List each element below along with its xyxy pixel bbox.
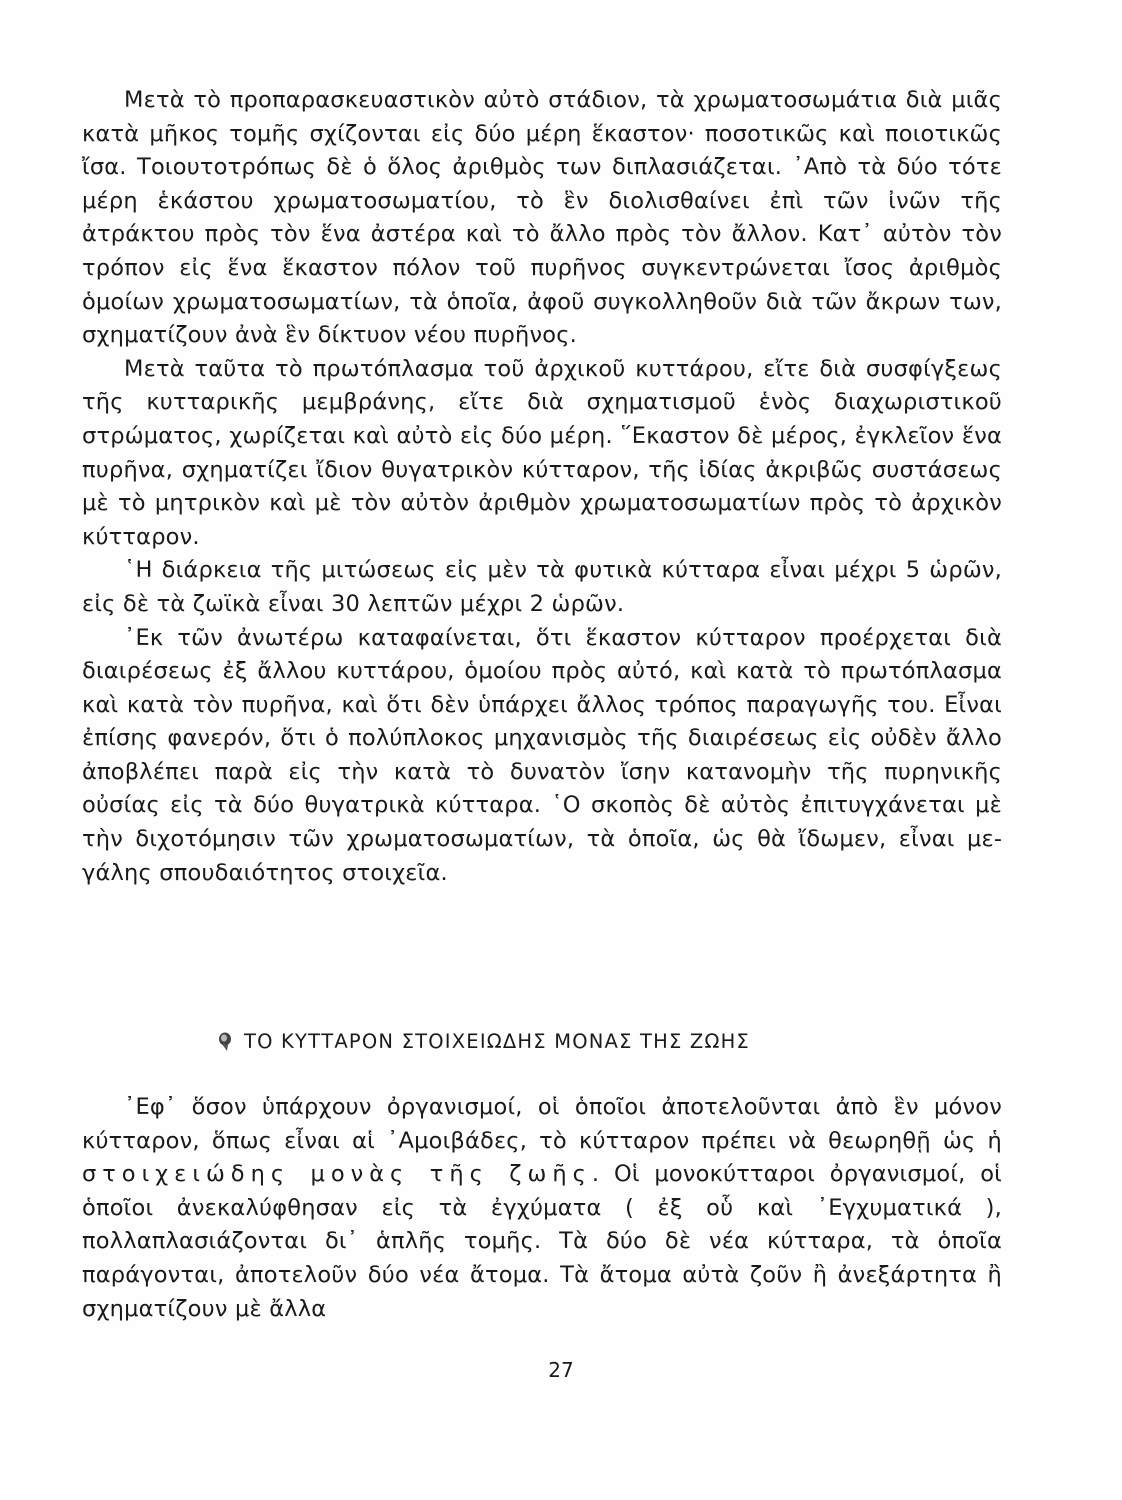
section-heading-text: ΤΟ ΚΥΤΤΑΡΟΝ ΣΤΟΙΧΕΙΩΔΗΣ ΜΟΝΑΣ ΤΗΣ ΖΩΗΣ [244, 1030, 750, 1053]
paragraph-mitosis-duration: ῾Η διάρκεια τῆς μιτώσεως εἰς μὲν τὰ φυτικὰ κύτταρα εἶναι μέχρι 5 ὡρῶν, εἰς δὲ τὰ ζωϊκὰ εἶναι 30 λεπτῶν μέχρι 2 ὡρῶν. [82, 557, 1002, 617]
paragraph-cytoplasm-division: Μετὰ ταῦτα τὸ πρωτόπλασμα τοῦ ἀρχικοῦ κυττάρου, εἴτε διὰ συσφίγξεως τῆς κυτταρικῆς μεμβράνης, εἴτε διὰ σχηματισμοῦ ἑνὸς διαχωριστικοῦ στρώματος, χωρίζεται καὶ αὐτὸ εἰς δύο μέρη. ῞Εκαστον δὲ μέρος, ἐγκλεῖον ἕνα πυρῆνα, σχηματίζει ἴδιον θυγατρικὸν κύτταρον, τῆς ἰδίας ἀκριβῶς συστάσεως μὲ τὸ μητρικὸν καὶ μὲ τὸν αὐτὸν ἀριθμὸν χρωματοσωματίων πρὸς τὸ ἀρχικὸν κύτταρον. [82, 355, 1002, 550]
emphasis-elementary-unit: στοιχειώδης μονὰς τῆς ζωῆς [82, 1161, 592, 1188]
paragraph-mitosis-stage: Μετὰ τὸ προπαρασκευαστικὸν αὐτὸ στάδιον, τὰ χρωματοσωμάτια διὰ μιᾶς κατὰ μῆκος τομῆς σχίζονται εἰς δύο μέρη ἕκαστον· ποσοτικῶς καὶ ποιοτικῶς ἴσα. Τοιουτοτρόπως δὲ ὁ ὅλος ἀριθμὸς των διπλασιάζεται. ᾿Απὸ τὰ δύο τότε μέρη ἑκάστου χρωματοσωματίου, τὸ ἓν διολισθαίνει ἐπὶ τῶν ἰνῶν τῆς ἀτράκτου πρὸς τὸν ἕνα ἀστέρα καὶ τὸ ἄλλο πρὸς τὸν ἄλλον. Κατ᾿ αὐτὸν τὸν τρόπον εἰς ἕνα ἕκαστον πόλον τοῦ πυρῆνος συγκεντρώνεται ἴσος ἀριθμὸς ὁμοίων χρωματοσωματίων, τὰ ὁποῖα, ἀφοῦ συγκολληθοῦν διὰ τῶν ἄκρων των, σχηματίζουν ἀνὰ ἓν δίκτυον νέου πυρῆνος. [82, 87, 1002, 349]
paragraph-unicellular-part1: ᾿Εφ᾿ ὅσον ὑπάρχουν ὀργανισμοί, οἱ ὁποῖοι ἀποτελοῦνται ἀπὸ ἓν μόνον κύτταρον, ὅπως εἶναι αἱ ᾿Αμοιβάδες, τὸ κύτταρον πρέπει νὰ θεωρηθῇ ὡς ἡ [82, 1094, 1002, 1154]
paragraph-conclusion: ᾿Εκ τῶν ἀνωτέρω καταφαίνεται, ὅτι ἕκαστον κύτταρον προέρχεται διὰ διαιρέσεως ἐξ ἄλλου κυττάρου, ὁμοίου πρὸς αὐτό, καὶ κατὰ τὸ πρωτόπλασμα καὶ κατὰ τὸν πυρῆνα, καὶ ὅτι δὲν ὑπάρχει ἄλλος τρόπος παραγωγῆς του. Εἶναι ἐπίσης φανερόν, ὅτι ὁ πολύπλοκος μηχανισμὸς τῆς διαιρέσεως εἰς οὐδὲν ἄλλο ἀποβλέπει παρὰ εἰς τὴν κατὰ τὸ δυνατὸν ἴσην κατανομὴν τῆς πυρηνικῆς οὐσίας εἰς τὰ δύο θυγατρικὰ κύτταρα. ῾Ο σκοπὸς δὲ αὐτὸς ἐπιτυγχάνεται μὲ τὴν διχοτόμησιν τῶν χρωματοσωματίων, τὰ ὁποῖα, ὡς θὰ ἴδωμεν, εἶναι μεγάλης σπουδαιότητος στοιχεῖα. [82, 624, 1002, 886]
body-text-bottom [82, 1091, 1002, 1326]
section-heading [216, 1030, 916, 1053]
paragraph-unicellular-part2: . Οἱ μονοκύτταροι ὀργανισμοί, οἱ ὁποῖοι ἀνεκαλύφθησαν εἰς τὰ ἐγχύματα ( ἐξ οὗ καὶ ᾿Εγχυματικά ), πολλαπλασιάζονται δι᾿ ἁπλῆς τομῆς. Τὰ δύο δὲ νέα κύτταρα, τὰ ὁποῖα παράγονται, ἀποτελοῦν δύο νέα ἄτομα. Τὰ ἄτομα αὐτὰ ζοῦν ἢ ἀνεξάρτητα ἢ σχηματίζουν μὲ ἄλλα [82, 1161, 1002, 1322]
body-text-top [82, 84, 1002, 890]
ink-blot-icon [216, 1031, 236, 1053]
paragraph-unicellular [82, 1091, 1002, 1326]
page-number: 27 [548, 1358, 574, 1382]
